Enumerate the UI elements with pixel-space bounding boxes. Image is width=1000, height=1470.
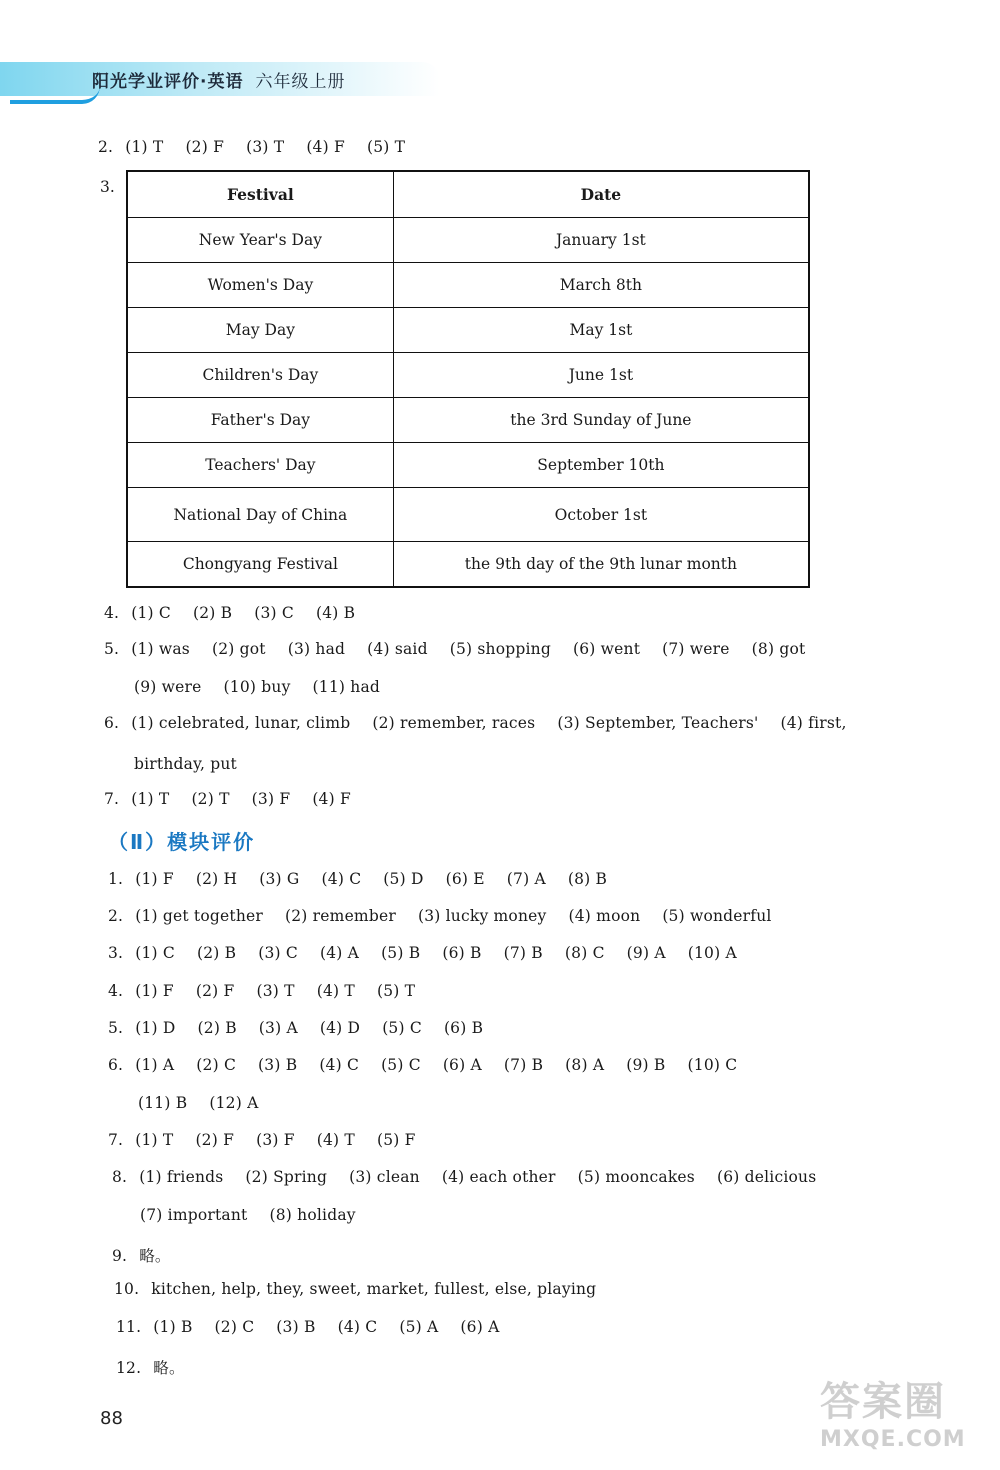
answer-item: (2) F bbox=[185, 138, 225, 156]
page-number: 88 bbox=[100, 1408, 123, 1429]
answer-item: kitchen, help, they, sweet, market, fullest, else, playing bbox=[151, 1280, 597, 1298]
answer-item: (1) T bbox=[131, 790, 170, 808]
answer-item: (3) lucky money bbox=[417, 907, 547, 925]
table-row bbox=[127, 218, 809, 263]
answer-line bbox=[114, 1280, 618, 1298]
answer-item: (9) A bbox=[626, 944, 666, 962]
date-cell: September 10th bbox=[393, 443, 809, 488]
answer-line bbox=[134, 755, 259, 773]
answer-line bbox=[108, 1019, 505, 1037]
answer-item: (2) B bbox=[192, 604, 233, 622]
answer-item: (4) said bbox=[367, 640, 428, 658]
answer-item: (2) F bbox=[195, 1131, 235, 1149]
answer-item: (10) C bbox=[687, 1056, 738, 1074]
date-cell: January 1st bbox=[393, 218, 809, 263]
festival-cell: National Day of China bbox=[127, 488, 393, 542]
answer-item: (5) F bbox=[376, 1131, 416, 1149]
answer-item: (5) T bbox=[366, 138, 406, 156]
answer-item: (2) T bbox=[191, 790, 230, 808]
answer-item: (6) went bbox=[572, 640, 641, 658]
answer-item: (1) celebrated, lunar, climb bbox=[131, 714, 351, 732]
answer-line bbox=[108, 870, 629, 888]
answer-line bbox=[108, 907, 794, 925]
answer-item: (12) A bbox=[209, 1094, 259, 1112]
watermark-logo bbox=[820, 1370, 990, 1460]
answer-item: (1) C bbox=[135, 944, 175, 962]
question-3-number: 3. bbox=[100, 178, 115, 196]
answer-line bbox=[112, 1168, 838, 1186]
answer-item: (2) F bbox=[195, 982, 235, 1000]
festival-table-body bbox=[127, 218, 809, 588]
table-row bbox=[127, 263, 809, 308]
answer-item: (1) get together bbox=[135, 907, 263, 925]
answer-item: (1) friends bbox=[139, 1168, 224, 1186]
section-title: （Ⅱ）模块评价 bbox=[108, 830, 256, 854]
question-number: 7. bbox=[108, 1131, 124, 1149]
answer-item: (4) T bbox=[316, 1131, 355, 1149]
answer-item: (6) B bbox=[443, 1019, 484, 1037]
answer-item: (5) wonderful bbox=[662, 907, 772, 925]
table-row bbox=[127, 443, 809, 488]
question-number: 8. bbox=[112, 1168, 128, 1186]
answer-item: (4) F bbox=[306, 138, 345, 156]
question-number: 10. bbox=[114, 1280, 140, 1298]
question-number: 4. bbox=[108, 982, 124, 1000]
answer-item: (1) F bbox=[135, 982, 174, 1000]
answer-item: (4) A bbox=[319, 944, 360, 962]
answer-item: (2) H bbox=[195, 870, 238, 888]
answer-item: (2) C bbox=[214, 1318, 255, 1336]
running-header bbox=[92, 67, 345, 92]
answer-item: (10) A bbox=[687, 944, 737, 962]
watermark-text: 答案圈 bbox=[820, 1379, 946, 1425]
answer-line bbox=[116, 1356, 207, 1378]
answer-item: (6) E bbox=[445, 870, 485, 888]
question-number: 3. bbox=[108, 944, 124, 962]
answer-item: (3) C bbox=[254, 604, 294, 622]
answer-item: (1) was bbox=[131, 640, 190, 658]
table-row bbox=[127, 398, 809, 443]
table-row bbox=[127, 488, 809, 542]
answer-line bbox=[138, 1094, 280, 1112]
question-number: 5. bbox=[104, 640, 120, 658]
answer-item: (11) had bbox=[312, 678, 381, 696]
answer-item: (6) delicious bbox=[716, 1168, 817, 1186]
answer-item: (4) moon bbox=[568, 907, 641, 925]
answer-item: (2) remember bbox=[285, 907, 396, 925]
answer-item: (3) had bbox=[287, 640, 346, 658]
answer-item: (3) F bbox=[256, 1131, 295, 1149]
date-cell: June 1st bbox=[393, 353, 809, 398]
watermark-url: MXQE.COM bbox=[820, 1427, 966, 1452]
answer-item: (5) shopping bbox=[449, 640, 551, 658]
question-number: 6. bbox=[108, 1056, 124, 1074]
answer-item: (3) T bbox=[256, 982, 295, 1000]
answer-item: (4) first, bbox=[780, 714, 847, 732]
answer-item: (1) T bbox=[135, 1131, 174, 1149]
grade-label: 六年级上册 bbox=[255, 72, 346, 92]
answer-item: (9) were bbox=[134, 678, 202, 696]
festival-cell: Father's Day bbox=[127, 398, 393, 443]
answer-item: (2) B bbox=[196, 944, 237, 962]
answer-line bbox=[112, 1244, 193, 1266]
answer-line bbox=[104, 604, 377, 622]
answer-item: (1) T bbox=[125, 138, 164, 156]
date-cell: March 8th bbox=[393, 263, 809, 308]
answer-line bbox=[140, 1206, 378, 1224]
date-cell: the 3rd Sunday of June bbox=[393, 398, 809, 443]
answer-item: (2) got bbox=[211, 640, 266, 658]
question-number: 1. bbox=[108, 870, 124, 888]
festival-cell: Teachers' Day bbox=[127, 443, 393, 488]
answer-item: (1) C bbox=[131, 604, 171, 622]
answer-item: (8) A bbox=[565, 1056, 605, 1074]
answer-item: (4) C bbox=[319, 1056, 360, 1074]
festival-cell: May Day bbox=[127, 308, 393, 353]
answer-item: (5) C bbox=[381, 1056, 421, 1074]
answer-item: 略。 bbox=[153, 1359, 185, 1377]
answer-item: birthday, put bbox=[134, 755, 237, 773]
festival-cell: Chongyang Festival bbox=[127, 542, 393, 588]
answer-item: (2) Spring bbox=[245, 1168, 328, 1186]
answer-item: (9) B bbox=[626, 1056, 666, 1074]
answer-line bbox=[108, 1131, 438, 1149]
answer-item: (4) C bbox=[321, 870, 362, 888]
answer-line bbox=[134, 678, 402, 696]
answer-item: (3) C bbox=[258, 944, 298, 962]
table-row bbox=[127, 308, 809, 353]
answer-item: (6) A bbox=[460, 1318, 500, 1336]
answer-line bbox=[108, 1056, 759, 1074]
question-number: 4. bbox=[104, 604, 120, 622]
answer-line bbox=[108, 982, 437, 1000]
answer-item: (3) A bbox=[258, 1019, 298, 1037]
book-title: 阳光学业评价·英语 bbox=[92, 72, 244, 92]
answer-item: (3) F bbox=[251, 790, 291, 808]
answer-item: (5) B bbox=[381, 944, 421, 962]
answer-item: (3) T bbox=[246, 138, 285, 156]
header-date: Date bbox=[393, 171, 809, 218]
answer-item: (2) B bbox=[197, 1019, 237, 1037]
answer-line bbox=[104, 790, 373, 808]
answer-item: (4) each other bbox=[441, 1168, 556, 1186]
festival-table bbox=[126, 170, 810, 588]
answer-item: (7) were bbox=[662, 640, 730, 658]
answer-item: (1) F bbox=[135, 870, 174, 888]
date-cell: October 1st bbox=[393, 488, 809, 542]
answer-item: (5) C bbox=[382, 1019, 422, 1037]
header-festival: Festival bbox=[127, 171, 393, 218]
answer-item: (1) B bbox=[153, 1318, 193, 1336]
festival-cell: New Year's Day bbox=[127, 218, 393, 263]
answer-item: 略。 bbox=[139, 1247, 171, 1265]
answer-item: (2) remember, races bbox=[372, 714, 536, 732]
question-number: 5. bbox=[108, 1019, 124, 1037]
question-number: 2. bbox=[98, 138, 114, 156]
answer-item: (3) B bbox=[276, 1318, 316, 1336]
answer-item: (3) G bbox=[259, 870, 300, 888]
table-row bbox=[127, 542, 809, 588]
answer-item: (4) B bbox=[315, 604, 356, 622]
answer-item: (7) important bbox=[140, 1206, 248, 1224]
answer-item: (8) holiday bbox=[269, 1206, 356, 1224]
answer-item: (3) B bbox=[258, 1056, 298, 1074]
answer-item: (7) A bbox=[506, 870, 546, 888]
answer-line bbox=[104, 640, 827, 658]
answer-item: (7) B bbox=[503, 1056, 544, 1074]
answer-item: (4) F bbox=[312, 790, 351, 808]
question-number: 9. bbox=[112, 1247, 128, 1265]
question-number: 7. bbox=[104, 790, 120, 808]
answer-item: (3) September, Teachers' bbox=[557, 714, 759, 732]
question-number: 6. bbox=[104, 714, 120, 732]
answer-item: (6) B bbox=[442, 944, 482, 962]
date-cell: May 1st bbox=[393, 308, 809, 353]
answer-item: (1) D bbox=[135, 1019, 176, 1037]
answer-item: (11) B bbox=[138, 1094, 188, 1112]
question-number: 2. bbox=[108, 907, 124, 925]
answer-item: (4) C bbox=[337, 1318, 378, 1336]
answer-line bbox=[104, 714, 869, 732]
header-swoosh bbox=[10, 86, 100, 104]
answer-item: (3) clean bbox=[349, 1168, 420, 1186]
answer-item: (5) mooncakes bbox=[577, 1168, 695, 1186]
answer-item: (8) B bbox=[567, 870, 608, 888]
answer-item: (8) got bbox=[751, 640, 806, 658]
table-row bbox=[127, 353, 809, 398]
table-header-row bbox=[127, 171, 809, 218]
answer-item: (5) A bbox=[399, 1318, 439, 1336]
answer-item: (5) T bbox=[376, 982, 416, 1000]
answer-item: (5) D bbox=[383, 870, 424, 888]
answer-item: (8) C bbox=[564, 944, 605, 962]
answer-item: (10) buy bbox=[223, 678, 291, 696]
answer-item: (4) T bbox=[316, 982, 355, 1000]
festival-cell: Women's Day bbox=[127, 263, 393, 308]
question-number: 11. bbox=[116, 1318, 142, 1336]
question-number: 12. bbox=[116, 1359, 142, 1377]
answer-item: (1) A bbox=[135, 1056, 175, 1074]
answer-item: (2) C bbox=[196, 1056, 237, 1074]
answer-line bbox=[116, 1318, 521, 1336]
answer-line bbox=[108, 944, 759, 962]
answer-item: (7) B bbox=[503, 944, 543, 962]
answer-line bbox=[98, 138, 427, 156]
answer-item: (6) A bbox=[442, 1056, 482, 1074]
date-cell: the 9th day of the 9th lunar month bbox=[393, 542, 809, 588]
answer-item: (4) D bbox=[319, 1019, 361, 1037]
festival-cell: Children's Day bbox=[127, 353, 393, 398]
